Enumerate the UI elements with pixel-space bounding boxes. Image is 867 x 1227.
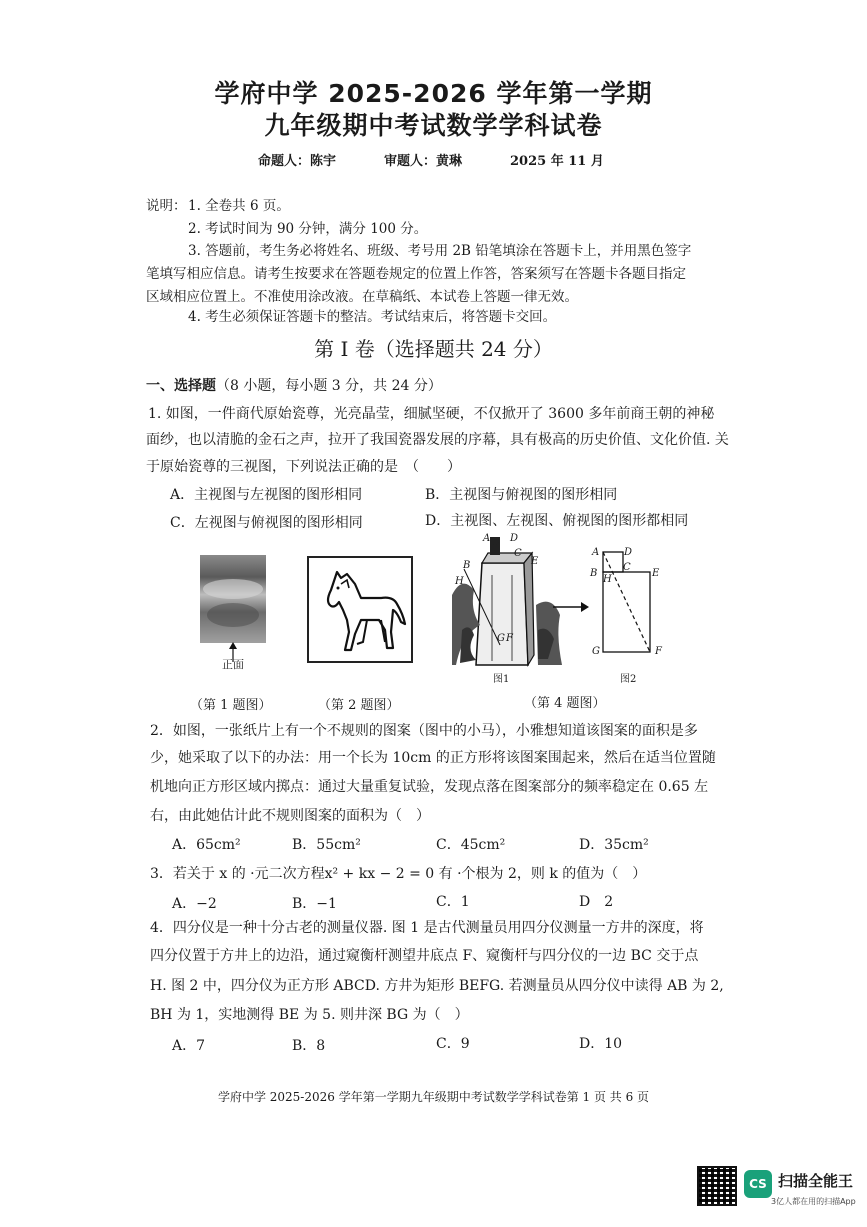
q4-option-c: C．9 bbox=[436, 1036, 470, 1052]
fig2-point-f: F bbox=[655, 646, 662, 657]
note-3-line2: 笔填写相应信息。请考生按要求在答题卷规定的位置上作答，答案须写在答题卡各题目指定 bbox=[146, 266, 686, 282]
q1-option-b: B．主视图与俯视图的图形相同 bbox=[425, 487, 618, 503]
q1-line1: 1. 如图，一件商代原始瓷尊，光亮晶莹，细腻坚硬，不仅掀开了 3600 多年前商王朝的神秘 bbox=[148, 406, 715, 422]
q4-line4: BH 为 1，实地测得 BE 为 5. 则井深 BG 为（ ） bbox=[150, 1007, 469, 1023]
q2-option-d: D．35cm² bbox=[579, 837, 649, 853]
fig2-label: 图2 bbox=[620, 674, 637, 685]
q4-option-d: D．10 bbox=[579, 1036, 623, 1052]
note-2: 2. 考试时间为 90 分钟，满分 100 分。 bbox=[188, 221, 428, 237]
exam-title-line2: 九年级期中考试数学学科试卷 bbox=[264, 111, 603, 140]
q2-line1: 2．如图，一张纸片上有一个不规则的图案（图中的小马），小雅想知道该图案的面积是多 bbox=[150, 723, 698, 739]
horse-square bbox=[307, 556, 413, 663]
fig1-point-f: F bbox=[506, 633, 513, 644]
reviewer: 审题人：黄琳 bbox=[384, 154, 463, 169]
q2-line4: 右，由此她估计此不规则图案的面积为（ ） bbox=[150, 808, 430, 824]
fig2-point-g: G bbox=[592, 646, 600, 657]
fig1-point-e: E bbox=[531, 556, 539, 567]
camscanner-logo: CS bbox=[744, 1170, 772, 1198]
caption-q1: （第 1 题图） bbox=[190, 698, 272, 713]
fig2-point-e: E bbox=[652, 568, 660, 579]
note-3-line3: 区域相应位置上。不准使用涂改液。在草稿纸、本试卷上答题一律无效。 bbox=[146, 289, 578, 305]
note-4: 4. 考生必须保证答题卡的整洁。考试结束后，将答题卡交回。 bbox=[188, 309, 557, 325]
exam-title-line1: 学府中学 2025-2026 学年第一学期 bbox=[214, 79, 653, 108]
note-3-line1: 3. 答题前，考生务必将姓名、班级、考号用 2B 铅笔填涂在答题卡上，并用黑色签字 bbox=[188, 243, 692, 259]
q2-line2: 少，她采取了以下的办法：用一个长为 10cm 的正方形将该图案围起来，然后在适当位置随 bbox=[150, 750, 716, 766]
q1-line3: 于原始瓷尊的三视图，下列说法正确的是 （ ） bbox=[146, 459, 461, 475]
q4-option-a: A．7 bbox=[172, 1038, 206, 1054]
vessel-photo bbox=[198, 555, 268, 645]
q2-option-c: C．45cm² bbox=[436, 837, 506, 853]
caption-q4: （第 4 题图） bbox=[524, 696, 606, 711]
fig2-point-h: H bbox=[603, 574, 612, 585]
q4-line3: H. 图 2 中，四分仪为正方形 ABCD. 方井为矩形 BEFG. 若测量员从四分仪中读得 AB 为 2, bbox=[150, 978, 724, 994]
caption-q2: （第 2 题图） bbox=[318, 698, 400, 713]
q3-option-a: A．−2 bbox=[172, 896, 217, 912]
q4-line1: 4．四分仪是一种十分古老的测量仪器. 图 1 是古代测量员用四分仪测量一方井的深度，将 bbox=[150, 920, 704, 936]
q2-option-a: A．65cm² bbox=[172, 837, 241, 853]
exam-date: 2025 年 11 月 bbox=[510, 154, 604, 169]
author: 命题人：陈宇 bbox=[258, 154, 337, 169]
q1-option-d: D．主视图、左视图、俯视图的图形都相同 bbox=[425, 513, 689, 529]
q4-option-b: B．8 bbox=[292, 1038, 326, 1054]
q1-line2: 面纱，也以清脆的金石之声，拉开了我国瓷器发展的序幕，具有极高的历史价值、文化价值. 关 bbox=[146, 432, 729, 448]
right-arrow-icon bbox=[553, 598, 589, 610]
fig1-point-d: D bbox=[510, 533, 519, 544]
fig2-point-c: C bbox=[623, 562, 631, 573]
front-label: 正面 bbox=[222, 658, 244, 671]
fig2-point-d: D bbox=[624, 547, 633, 558]
fig2-point-b: B bbox=[590, 568, 598, 579]
note-1: 1. 全卷共 6 页。 bbox=[188, 198, 290, 214]
q1-option-a: A．主视图与左视图的图形相同 bbox=[170, 487, 363, 503]
q3-option-b: B．−1 bbox=[292, 896, 337, 912]
qr-code-icon bbox=[697, 1166, 737, 1206]
horse-icon bbox=[309, 558, 411, 661]
q3-option-d: D 2 bbox=[579, 894, 614, 910]
fig2-point-a: A bbox=[592, 547, 600, 558]
fig1-point-h: H bbox=[455, 576, 464, 587]
fig1-point-g: G bbox=[497, 633, 505, 644]
fig1-point-b: B bbox=[463, 560, 471, 571]
q2-option-b: B．55cm² bbox=[292, 837, 361, 853]
q4-line2: 四分仪置于方井上的边沿，通过窥衡杆测望井底点 F、窥衡杆与四分仪的一边 BC 交于点 bbox=[150, 948, 699, 964]
watermark-tagline: 3亿人都在用的扫描App bbox=[771, 1197, 856, 1206]
q3-line1: 3．若关于 x 的 ·元二次方程x² + kx − 2 = 0 有 ·个根为 2，则 k 的值为（ ） bbox=[150, 866, 647, 882]
fig1-label: 图1 bbox=[493, 674, 510, 685]
notes-label: 说明： bbox=[146, 198, 187, 214]
fig1-point-a: A bbox=[483, 533, 491, 544]
part-heading: 一、选择题 bbox=[146, 378, 216, 394]
well-illustration bbox=[452, 535, 562, 670]
q3-option-c: C．1 bbox=[436, 894, 470, 910]
q2-line3: 机地向正方形区域内掷点：通过大量重复试验，发现点落在图案部分的频率稳定在 0.65 左 bbox=[150, 779, 709, 795]
section-title: 第 I 卷（选择题共 24 分） bbox=[314, 337, 553, 361]
page-footer: 学府中学 2025-2026 学年第一学期九年级期中考试数学学科试卷第 1 页 共 6 页 bbox=[217, 1090, 650, 1104]
q1-option-c: C．左视图与俯视图的图形相同 bbox=[170, 515, 363, 531]
watermark-app-name: 扫描全能王 bbox=[778, 1172, 854, 1190]
part-description: （8 小题，每小题 3 分，共 24 分） bbox=[216, 378, 442, 394]
fig1-point-c: C bbox=[514, 548, 522, 559]
